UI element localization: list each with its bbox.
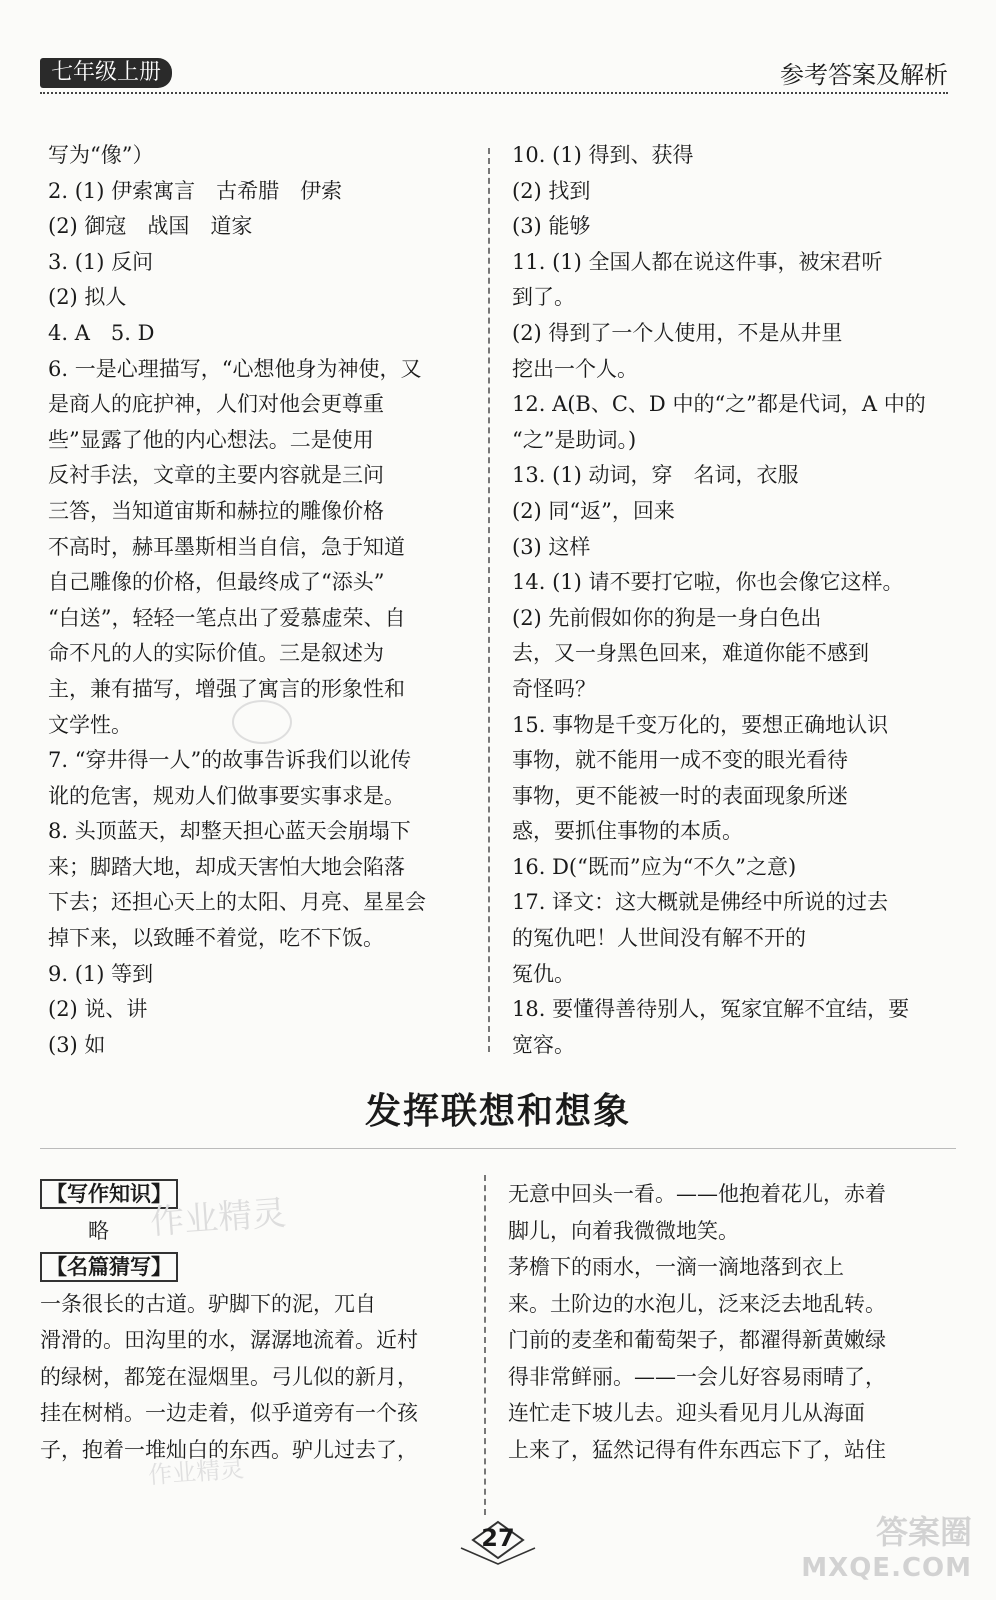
- answer-line: 4. A 5. D: [48, 320, 155, 345]
- essay-line: 脚儿，向着我微微地笑。: [508, 1218, 739, 1243]
- column-divider: [488, 148, 490, 1052]
- answer-line: 18. 要懂得善待别人，冤家宜解不宜结，要: [512, 997, 910, 1022]
- essay-line: 的绿树，都笼在湿烟里。弓儿似的新月，: [40, 1364, 418, 1389]
- essay-column-divider: [484, 1175, 486, 1515]
- answer-line: 宽容。: [512, 1032, 575, 1057]
- writing-knowledge-tag: 【写作知识】: [40, 1179, 178, 1209]
- answer-line: (2) 得到了一个人使用，不是从井里: [512, 320, 843, 345]
- essay-line: 得非常鲜丽。——一会儿好容易雨晴了，: [508, 1364, 886, 1389]
- answer-line: 文学性。: [48, 712, 132, 737]
- essay-line: 滑滑的。田沟里的水，潺潺地流着。近村: [40, 1328, 418, 1352]
- logo-sub-text: MXQE.COM: [801, 1553, 972, 1583]
- essay-line: 子，抱着一堆灿白的东西。驴儿过去了，: [40, 1437, 418, 1462]
- writing-knowledge-body: 略: [88, 1218, 109, 1243]
- answer-line: 3. (1) 反问: [48, 249, 154, 274]
- page-header-title: 参考答案及解析: [780, 61, 948, 89]
- answer-line: (3) 这样: [512, 534, 591, 559]
- answers-column-right: [512, 138, 942, 1063]
- answer-line: (3) 能够: [512, 214, 591, 239]
- answer-line: (2) 先前假如你的狗是一身白色出: [512, 605, 822, 630]
- answer-line: 8. 头顶蓝天，却整天担心蓝天会崩塌下: [48, 819, 411, 844]
- essay-line: 门前的麦垄和葡萄架子，都濯得新黄嫩绿: [508, 1328, 886, 1352]
- answer-line: 事物，就不能用一成不变的眼光看待: [512, 748, 848, 773]
- answer-line: 主，兼有描写，增强了寓言的形象性和: [48, 676, 405, 701]
- answer-line: 奇怪吗？: [512, 676, 596, 701]
- answer-line: 7. “穿井得一人”的故事告诉我们以讹传: [48, 748, 412, 773]
- answer-line: 三答，当知道宙斯和赫拉的雕像价格: [48, 498, 384, 523]
- answer-line: 14. (1) 请不要打它啦，你也会像它这样。: [512, 570, 904, 595]
- site-logo-watermark: [801, 1514, 972, 1586]
- answer-line: (2) 找到: [512, 178, 591, 203]
- stamp-watermark: [232, 700, 292, 744]
- essay-line: 挂在树梢。一边走着，似乎道旁有一个孩: [40, 1401, 418, 1425]
- answer-line: 事物，更不能被一时的表面现象所迷: [512, 783, 848, 808]
- essay-line: 上来了，猛然记得有件东西忘下了，站住: [508, 1437, 886, 1462]
- answer-line: 讹的危害，规劝人们做事要实事求是。: [48, 783, 405, 808]
- answer-line: 15. 事物是千变万化的，要想正确地认识: [512, 712, 889, 737]
- answer-line: 6. 一是心理描写，“心想他身为神使，又: [48, 356, 422, 381]
- page-number: [453, 1520, 543, 1566]
- answer-line: 来；脚踏大地，却成天害怕大地会陷落: [48, 854, 405, 879]
- answer-line: 掉下来，以致睡不着觉，吃不下饭。: [48, 926, 384, 951]
- answer-line: 9. (1) 等到: [48, 961, 154, 986]
- answer-line: (2) 御寇 战国 道家: [48, 214, 253, 239]
- answer-line: 是商人的庇护神，人们对他会更尊重: [48, 392, 384, 417]
- answer-line: 16. D(“既而”应为“不久”之意): [512, 854, 797, 879]
- header-divider: [40, 92, 948, 94]
- essay-line: 一条很长的古道。驴脚下的泥，兀自: [40, 1291, 376, 1316]
- answer-line: 下去；还担心天上的太阳、月亮、星星会: [48, 890, 426, 915]
- answer-line: 去，又一身黑色回来，难道你能不感到: [512, 641, 869, 666]
- answer-line: 10. (1) 得到、获得: [512, 143, 694, 167]
- watermark-text: 作业精灵: [149, 1193, 288, 1243]
- answer-line: 些”显露了他的内心想法。二是使用: [48, 427, 374, 452]
- answers-column-left: [48, 138, 468, 1063]
- essay-column-right: [508, 1176, 948, 1468]
- essay-line: 无意中回头一看。——他抱着花儿，赤着: [508, 1182, 886, 1206]
- answer-line: (2) 拟人: [48, 285, 127, 310]
- answer-line: 不高时，赫耳墨斯相当自信，急于知道: [48, 534, 405, 559]
- logo-main-text: 答案圈: [875, 1513, 972, 1551]
- answer-line: 到了。: [512, 285, 575, 310]
- answer-line: 反衬手法，文章的主要内容就是三问: [48, 463, 384, 488]
- answer-line: 冤仇。: [512, 961, 575, 986]
- watermark-text: 作业精灵: [147, 1454, 246, 1490]
- answer-line: 自己雕像的价格，但最终成了“添头”: [48, 570, 385, 595]
- answer-line: 2. (1) 伊索寓言 古希腊 伊索: [48, 178, 343, 203]
- answer-line: 13. (1) 动词，穿 名词，衣服: [512, 463, 799, 488]
- answer-line: 命不凡的人的实际价值。三是叙述为: [48, 641, 384, 666]
- essay-line: 来。土阶边的水泡儿，泛来泛去地乱转。: [508, 1291, 886, 1316]
- answer-line: “之”是助词。): [512, 427, 637, 452]
- answer-line: 写为“像”）: [48, 143, 154, 167]
- answer-line: 11. (1) 全国人都在说这件事，被宋君听: [512, 249, 883, 274]
- answer-line: “白送”，轻轻一笔点出了爱慕虚荣、自: [48, 605, 406, 630]
- famous-guess-tag: 【名篇猜写】: [40, 1252, 178, 1282]
- famous-guess-row: [40, 1249, 470, 1286]
- answer-line: (2) 说、讲: [48, 997, 148, 1022]
- answer-line: 17. 译文：这大概就是佛经中所说的过去: [512, 890, 889, 915]
- answer-line: 惑，要抓住事物的本质。: [512, 819, 743, 844]
- answer-line: 挖出一个人。: [512, 356, 638, 381]
- section-title: 发挥联想和想象: [364, 1091, 631, 1132]
- grade-label: 七年级上册: [40, 58, 172, 88]
- essay-line: 茅檐下的雨水，一滴一滴地落到衣上: [508, 1255, 844, 1279]
- answer-line: (2) 同“返”，回来: [512, 498, 675, 523]
- page-number-text: 27: [481, 1524, 515, 1552]
- answer-line: (3) 如: [48, 1032, 106, 1057]
- essay-line: 连忙走下坡儿去。迎头看见月儿从海面: [508, 1401, 865, 1425]
- answer-line: 的冤仇吧！人世间没有解不开的: [512, 926, 806, 951]
- section-divider: [40, 1148, 956, 1149]
- answer-line: 12. A(B、C、D 中的“之”都是代词，A 中的: [512, 392, 926, 417]
